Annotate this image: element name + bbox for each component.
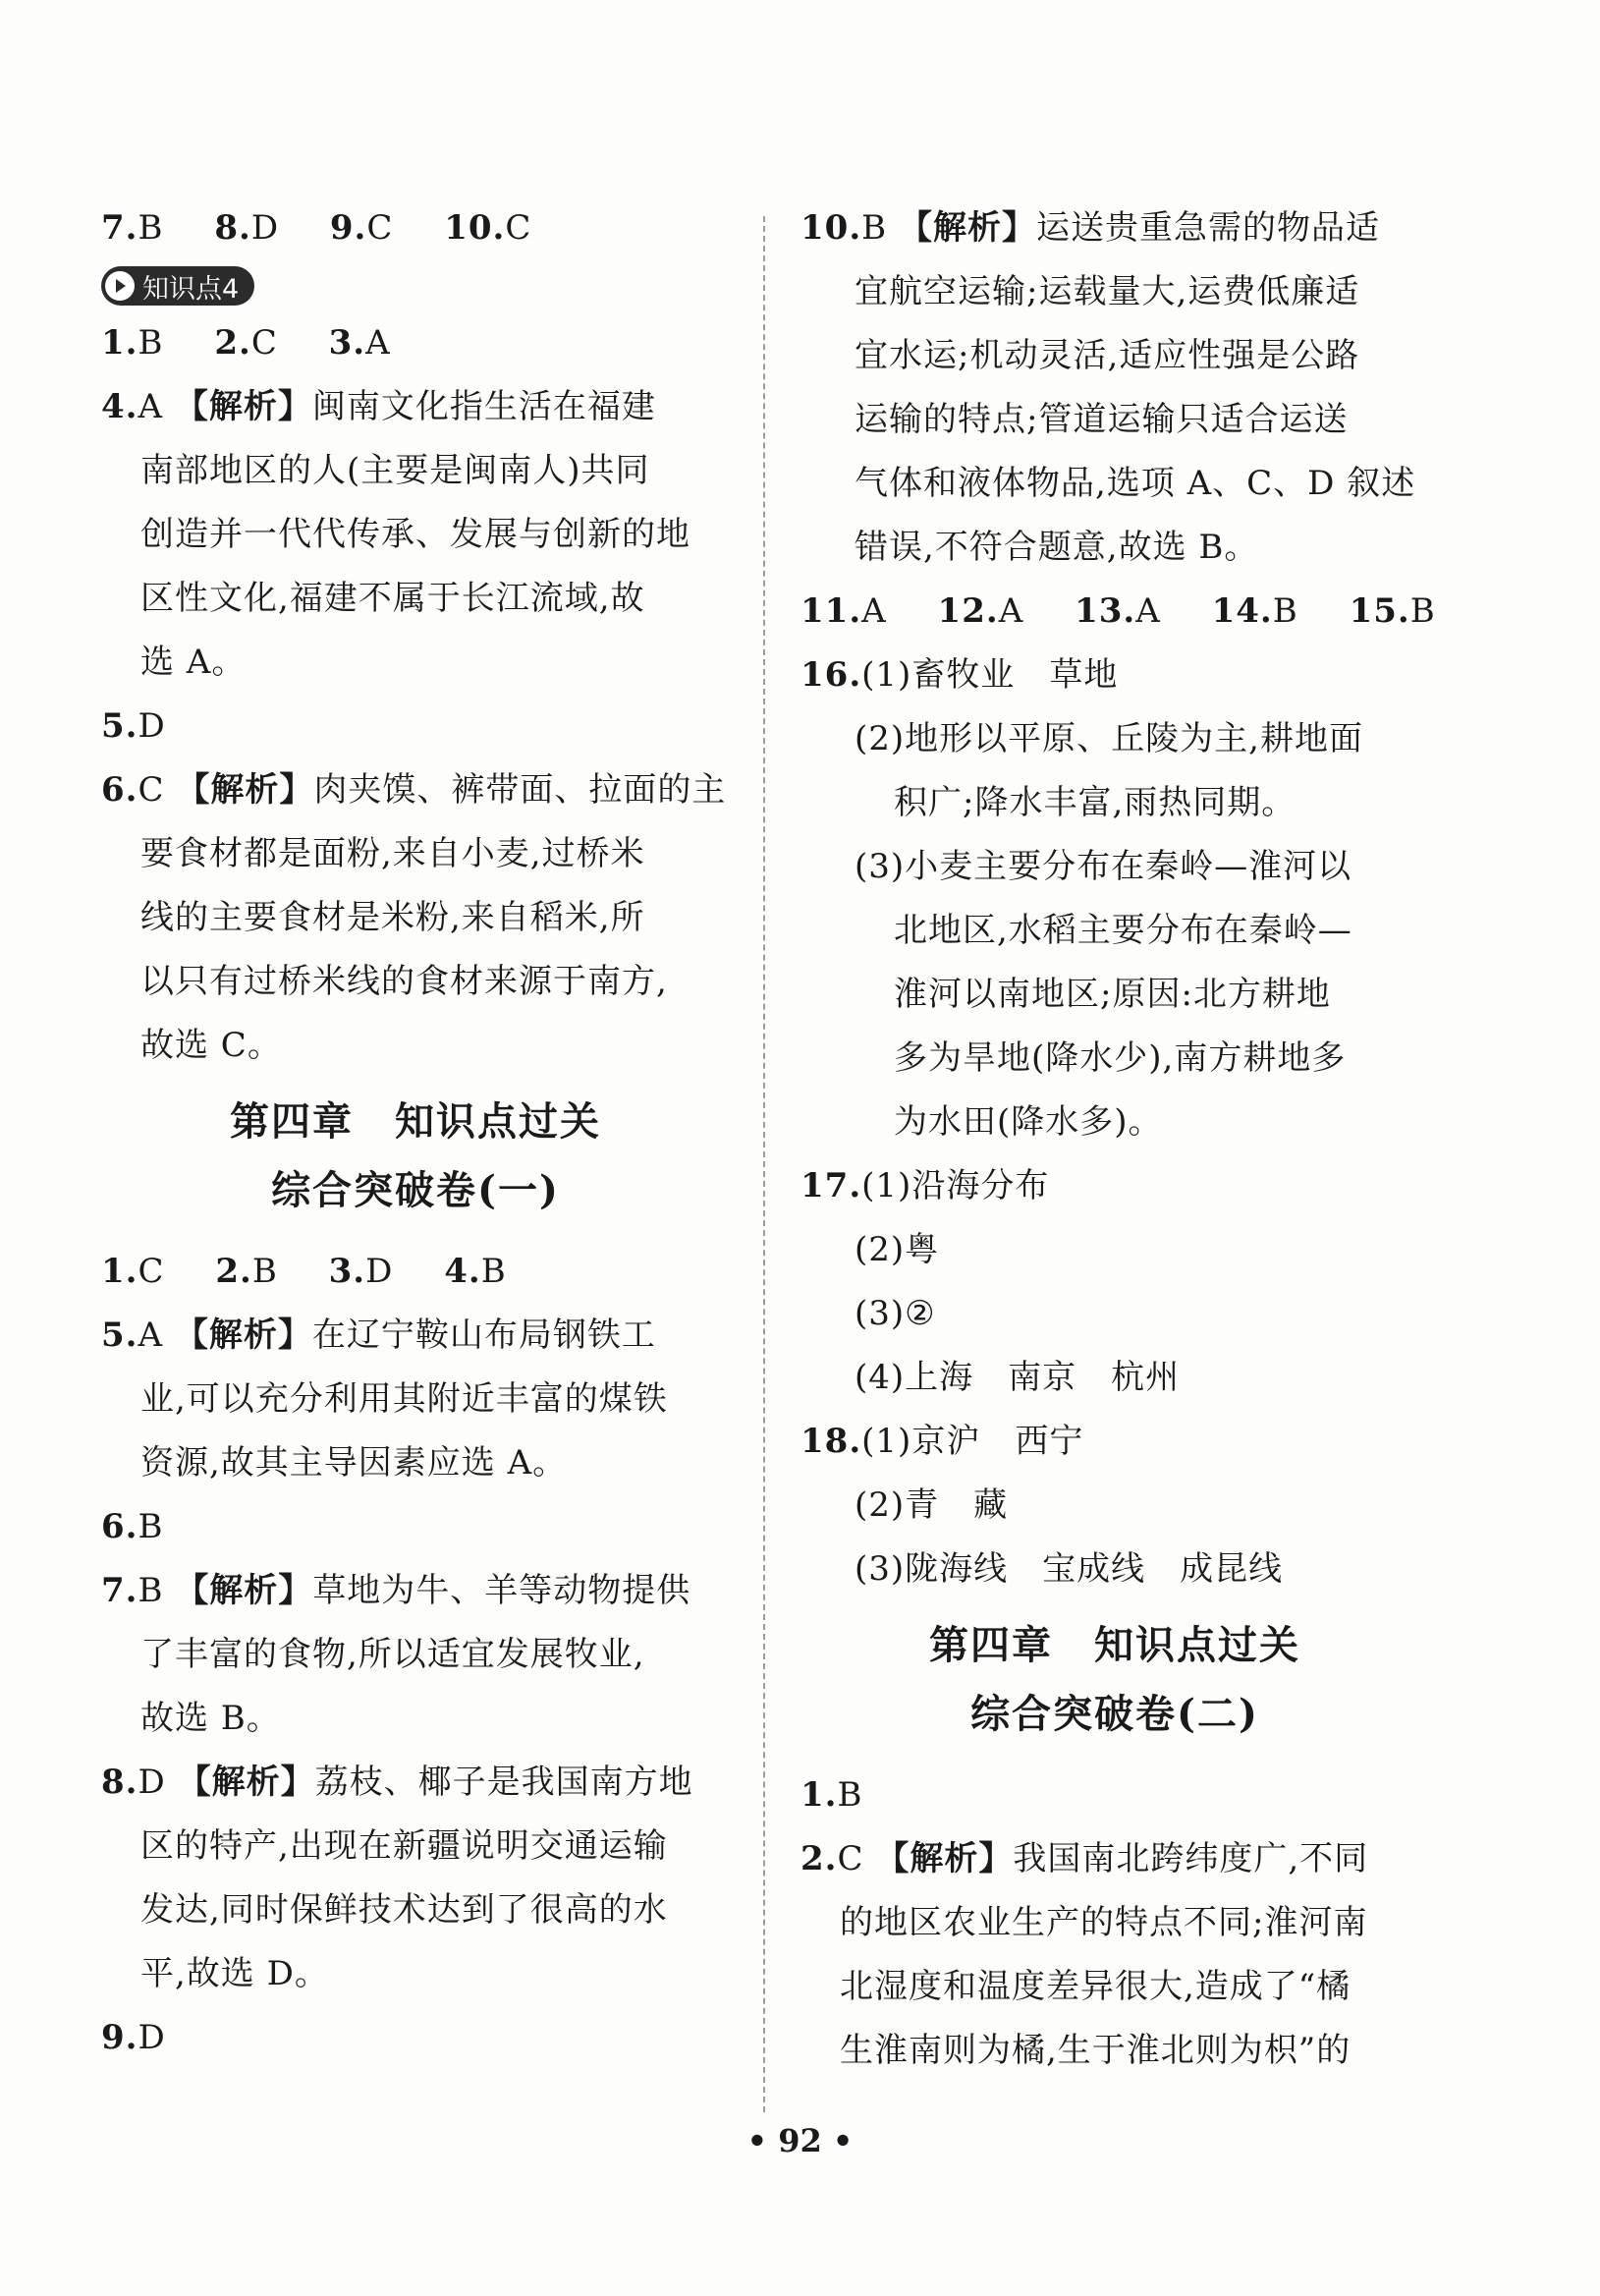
- explanation-text: 平,故选 D。: [140, 1954, 329, 1993]
- sub-answer: (1)京沪 西宁: [861, 1422, 1084, 1461]
- q-num: 13.: [1075, 591, 1136, 631]
- explanation-text: 以只有过桥米线的食材来源于南方,: [140, 962, 668, 1001]
- explanation-text: 资源,故其主导因素应选 A。: [140, 1443, 568, 1483]
- explanation-text: 故选 C。: [140, 1026, 282, 1065]
- q-num: 7.: [101, 1571, 138, 1610]
- q-ans: B: [1272, 591, 1298, 631]
- q-num: 16.: [800, 655, 862, 695]
- q-num: 6.: [101, 770, 138, 810]
- answer-item-17: [800, 1154, 1429, 1410]
- answer-row-7-10: [101, 196, 730, 260]
- q-ans: A: [365, 323, 391, 363]
- q-num: 2.: [214, 323, 251, 363]
- q-ans: B: [480, 1252, 507, 1291]
- sub-answer: (3)小麦主要分布在秦岭—淮河以: [855, 847, 1352, 886]
- q-ans: D: [138, 706, 166, 746]
- section-subtitle: 综合突破卷(一): [271, 1167, 560, 1213]
- q-ans: A: [138, 387, 164, 426]
- q-ans: C: [138, 1252, 165, 1291]
- play-arrow-icon: [105, 271, 135, 301]
- q-num: 9.: [329, 208, 367, 248]
- q-num: 8.: [101, 1763, 138, 1802]
- explanation-text: 要食材都是面粉,来自小麦,过桥米: [140, 834, 645, 873]
- q-ans: D: [250, 208, 280, 248]
- q-ans: B: [138, 323, 164, 363]
- q-num: 9.: [101, 2018, 138, 2057]
- sub-answer: (4)上海 南京 杭州: [855, 1358, 1181, 1397]
- explanation-text: 气体和液体物品,选项 A、C、D 叙述: [855, 464, 1416, 503]
- column-divider: [763, 216, 765, 2112]
- explanation-text: 的地区农业生产的特点不同;淮河南: [840, 1903, 1368, 1942]
- q-ans: B: [837, 1775, 863, 1815]
- answer-item-5: [101, 695, 730, 758]
- analysis-tag: 【解析】: [898, 208, 1036, 248]
- explanation-text: 故选 B。: [140, 1699, 281, 1738]
- sub-answer: 积广;降水丰富,雨热同期。: [894, 783, 1297, 822]
- explanation-text: 业,可以充分利用其附近丰富的煤铁: [140, 1379, 668, 1419]
- q-num: 5.: [101, 706, 138, 746]
- explanation-text: 了丰富的食物,所以适宜发展牧业,: [140, 1635, 645, 1674]
- answer-item-18: [800, 1410, 1429, 1601]
- analysis-tag: 【解析】: [174, 1316, 312, 1355]
- sub-answer: (2)地形以平原、丘陵为主,耕地面: [855, 719, 1363, 758]
- q-num: 6.: [101, 1507, 138, 1546]
- sub-answer: 北地区,水稻主要分布在秦岭—: [894, 911, 1352, 950]
- explanation-text: 运送贵重急需的物品适: [1035, 208, 1380, 248]
- sub-answer: 为水田(降水多)。: [894, 1102, 1163, 1142]
- q-num: 14.: [1211, 591, 1273, 631]
- q-num: 7.: [101, 208, 138, 248]
- q-num: 15.: [1349, 591, 1410, 631]
- q-num: 5.: [101, 1316, 138, 1355]
- answer-item-2c: [800, 1827, 1429, 2083]
- q-ans: A: [1135, 591, 1161, 631]
- sub-answer: (2)青 藏: [855, 1485, 1009, 1525]
- analysis-tag: 【解析】: [875, 1839, 1014, 1878]
- knowledge-point-badge: [101, 266, 254, 306]
- q-num: 4.: [101, 387, 138, 426]
- explanation-text: 区性文化,福建不属于长江流域,故: [140, 579, 645, 618]
- section-heading-2: [800, 1611, 1429, 1749]
- section-heading-1: [101, 1088, 730, 1225]
- q-num: 4.: [444, 1252, 481, 1291]
- q-num: 3.: [328, 323, 366, 363]
- q-ans: A: [138, 1316, 164, 1355]
- q-ans: B: [138, 1507, 164, 1546]
- sub-answer: (3)②: [855, 1294, 936, 1333]
- q-ans: D: [138, 2018, 166, 2057]
- q-num: 1.: [101, 1252, 138, 1291]
- explanation-text: 创造并一代代传承、发展与创新的地: [140, 515, 690, 554]
- explanation-text: 运输的特点;管道运输只适合运送: [855, 400, 1349, 439]
- answer-item-6b: [101, 1495, 730, 1559]
- badge-label: 知识点4: [142, 273, 240, 305]
- explanation-text: 错误,不符合题意,故选 B。: [855, 528, 1259, 567]
- analysis-tag: 【解析】: [175, 1571, 313, 1610]
- explanation-text: 我国南北跨纬度广,不同: [1013, 1839, 1369, 1878]
- q-ans: B: [138, 208, 164, 248]
- q-num: 2.: [800, 1839, 838, 1878]
- q-ans: C: [837, 1839, 864, 1878]
- q-ans: C: [250, 323, 278, 363]
- q-ans: C: [366, 208, 394, 248]
- explanation-text: 线的主要食材是米粉,来自稻米,所: [140, 898, 645, 937]
- explanation-text: 发达,同时保鲜技术达到了很高的水: [140, 1890, 668, 1930]
- q-num: 8.: [214, 208, 251, 248]
- right-column: [800, 196, 1436, 2083]
- explanation-text: 在辽宁鞍山布局钢铁工: [311, 1316, 656, 1355]
- left-column: [101, 196, 730, 2070]
- section-subtitle: 综合突破卷(二): [970, 1691, 1259, 1737]
- answer-row-1-4: [101, 1240, 730, 1304]
- q-num: 1.: [800, 1775, 838, 1815]
- q-ans: B: [138, 1571, 164, 1610]
- analysis-tag: 【解析】: [177, 1763, 315, 1802]
- q-num: 17.: [800, 1166, 862, 1205]
- section-title: 第四章 知识点过关: [230, 1098, 601, 1145]
- sub-answer: 多为旱地(降水少),南方耕地多: [894, 1038, 1347, 1078]
- q-num: 18.: [800, 1422, 862, 1461]
- answer-item-4: [101, 375, 730, 695]
- answer-item-7b: [101, 1559, 730, 1751]
- analysis-tag: 【解析】: [174, 387, 312, 426]
- answer-item-9b: [101, 2006, 730, 2070]
- explanation-text: 宜航空运输;运载量大,运费低廉适: [855, 272, 1360, 311]
- q-num: 2.: [215, 1252, 252, 1291]
- explanation-text: 宜水运;机动灵活,适应性强是公路: [855, 336, 1360, 375]
- analysis-tag: 【解析】: [176, 770, 314, 810]
- explanation-text: 选 A。: [140, 643, 247, 682]
- explanation-text: 肉夹馍、裤带面、拉面的主: [313, 770, 727, 810]
- q-ans: C: [505, 208, 532, 248]
- q-ans: A: [861, 591, 887, 631]
- q-ans: D: [365, 1252, 394, 1291]
- explanation-text: 草地为牛、羊等动物提供: [312, 1571, 691, 1610]
- q-ans: B: [251, 1252, 278, 1291]
- explanation-text: 生淮南则为橘,生于淮北则为枳”的: [840, 2031, 1352, 2070]
- q-num: 1.: [101, 323, 138, 363]
- answer-row-1-3: [101, 311, 730, 375]
- q-num: 10.: [444, 208, 506, 248]
- explanation-text: 区的特产,出现在新疆说明交通运输: [140, 1826, 668, 1866]
- answer-item-10: [800, 196, 1429, 580]
- q-ans: D: [138, 1763, 166, 1802]
- explanation-text: 荔枝、椰子是我国南方地: [314, 1763, 693, 1802]
- explanation-text: 闽南文化指生活在福建: [311, 387, 656, 426]
- page-number: • 92 •: [746, 2122, 854, 2159]
- answer-item-6: [101, 758, 730, 1078]
- answer-item-8b: [101, 1751, 730, 2006]
- q-num: 11.: [800, 591, 862, 631]
- sub-answer: (3)陇海线 宝成线 成昆线: [855, 1549, 1284, 1589]
- answer-item-16: [800, 644, 1429, 1154]
- explanation-text: 南部地区的人(主要是闽南人)共同: [140, 451, 650, 490]
- q-ans: B: [1409, 591, 1436, 631]
- q-ans: A: [998, 591, 1024, 631]
- explanation-text: 北湿度和温度差异很大,造成了“橘: [840, 1967, 1352, 2006]
- sub-answer: 淮河以南地区;原因:北方耕地: [894, 975, 1331, 1014]
- q-num: 3.: [328, 1252, 366, 1291]
- sub-answer: (1)畜牧业 草地: [861, 655, 1119, 695]
- q-ans: C: [138, 770, 165, 810]
- q-num: 10.: [800, 208, 862, 248]
- q-ans: B: [861, 208, 888, 248]
- sub-answer: (2)粤: [855, 1230, 940, 1269]
- answer-item-5b: [101, 1304, 730, 1495]
- answer-item-1c: [800, 1764, 1429, 1827]
- answer-row-11-15: [800, 580, 1436, 644]
- sub-answer: (1)沿海分布: [861, 1166, 1050, 1205]
- q-num: 12.: [937, 591, 999, 631]
- section-title: 第四章 知识点过关: [929, 1622, 1300, 1668]
